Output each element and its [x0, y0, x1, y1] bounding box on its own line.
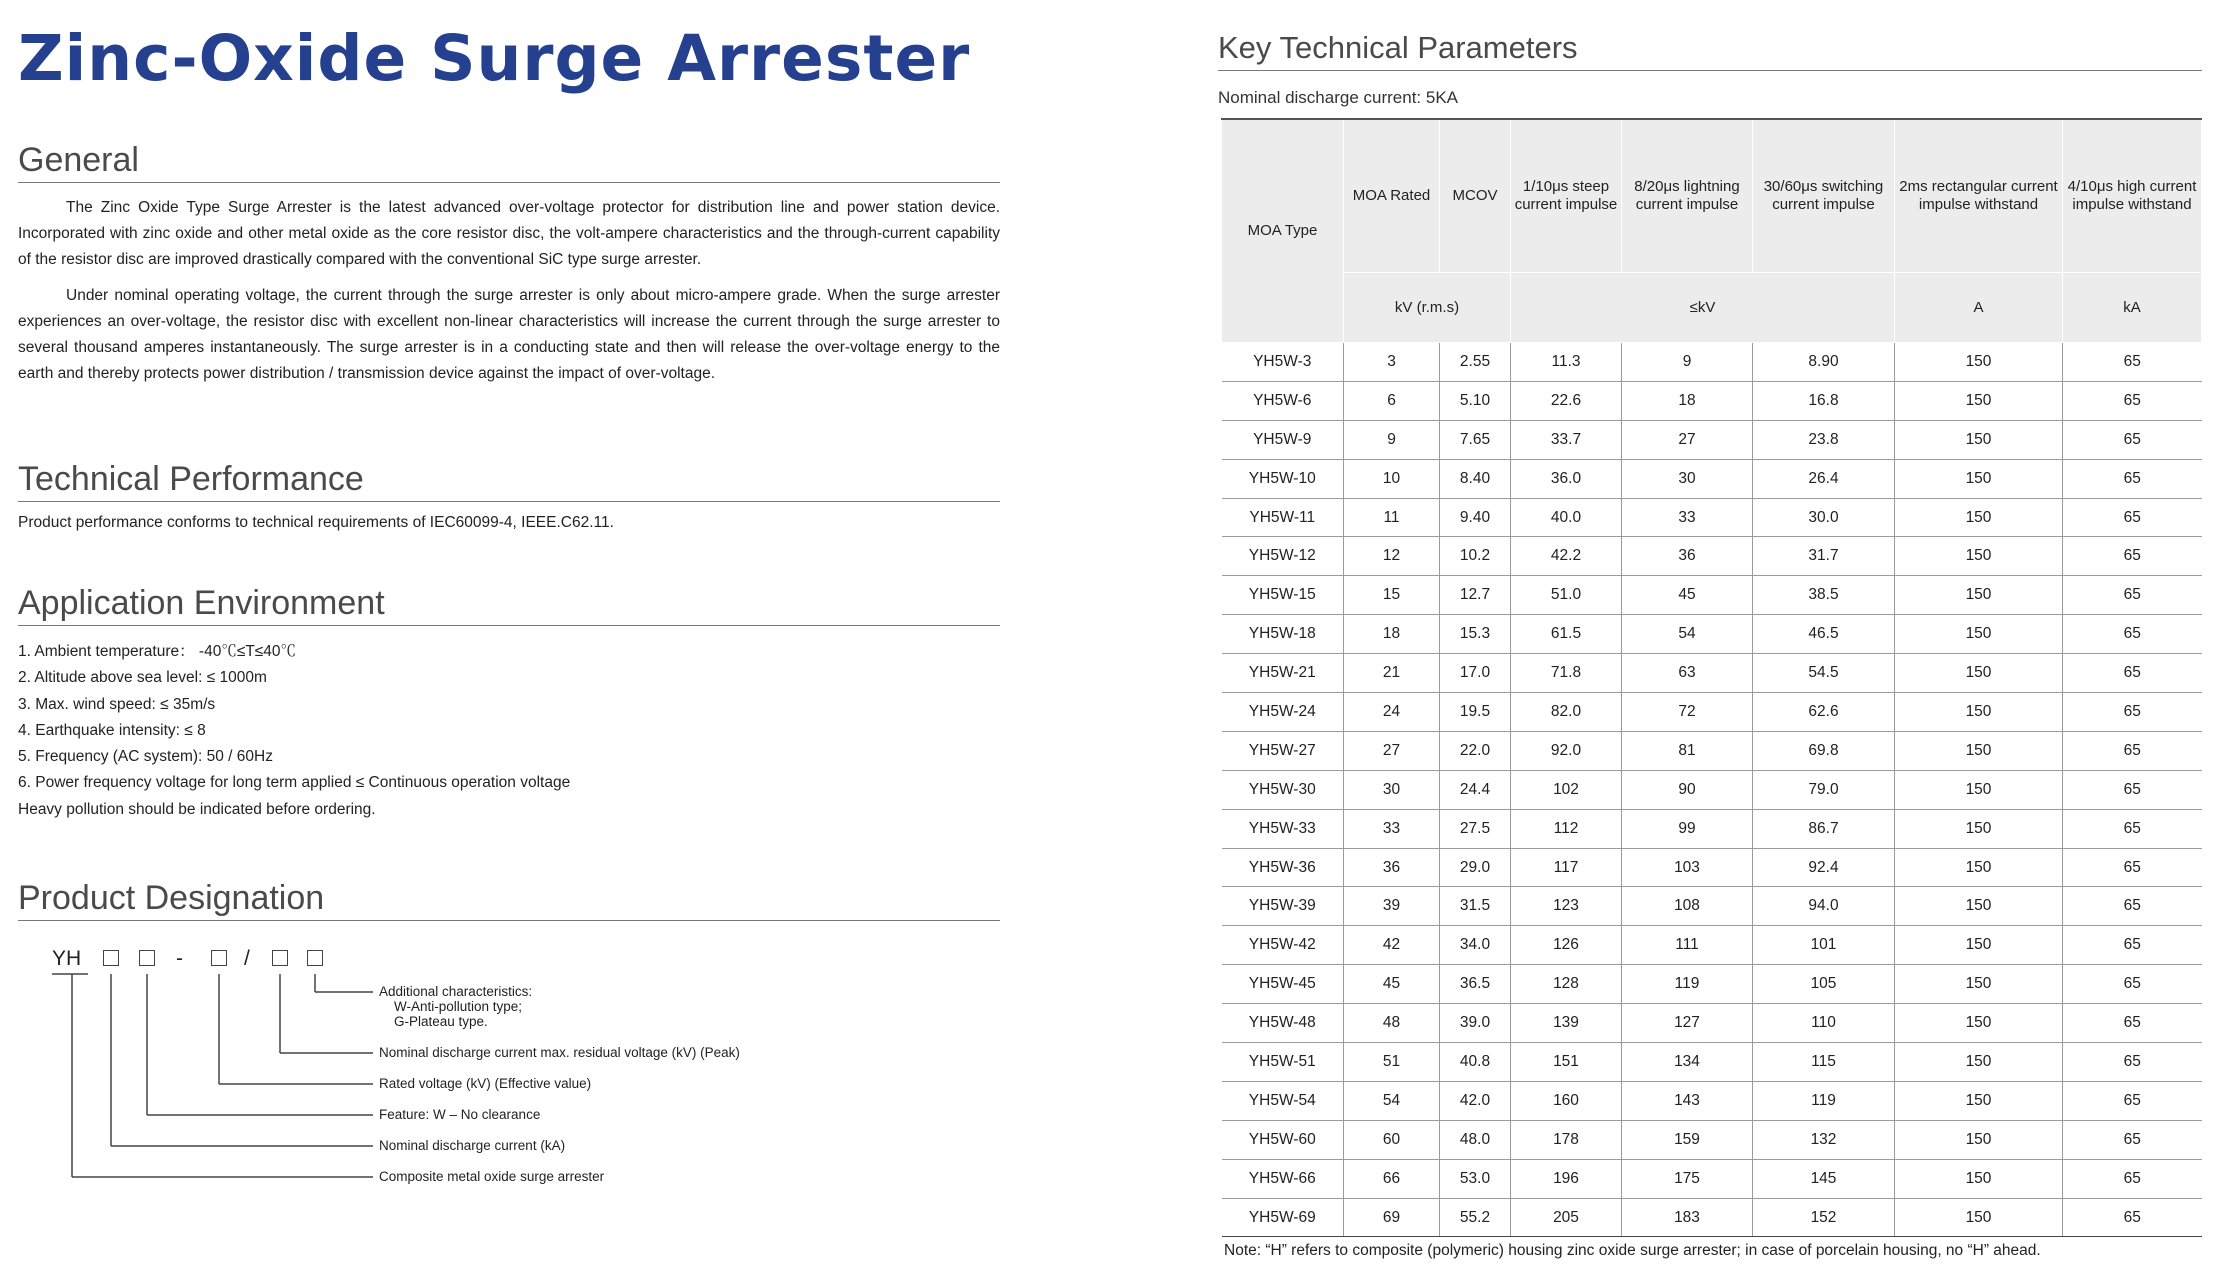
- table-cell: 62.6: [1753, 693, 1895, 732]
- table-cell: 94.0: [1753, 887, 1895, 926]
- table-cell: YH5W-42: [1222, 926, 1344, 965]
- table-cell: 36: [1622, 537, 1753, 576]
- table-cell: 11.3: [1511, 343, 1622, 382]
- environment-item: 6. Power frequency voltage for long term applied ≤ Continuous operation voltage: [18, 774, 571, 792]
- table-row: [1222, 420, 2202, 459]
- label-additional-g: G-Plateau type.: [394, 1014, 488, 1029]
- table-row: [1222, 770, 2202, 809]
- table-cell: 54.5: [1753, 654, 1895, 693]
- header-moa-rated: MOA Rated: [1344, 119, 1440, 273]
- table-cell: 2.55: [1440, 343, 1511, 382]
- table-cell: 54: [1622, 615, 1753, 654]
- parameters-heading: Key Technical Parameters: [1218, 28, 2202, 71]
- table-cell: 110: [1753, 1004, 1895, 1043]
- header-lightning: 8/20μs lightning current impulse: [1622, 119, 1753, 273]
- table-cell: 126: [1511, 926, 1622, 965]
- table-cell: 150: [1895, 809, 2063, 848]
- table-cell: 27.5: [1440, 809, 1511, 848]
- page-title: Zinc-Oxide Surge Arrester: [18, 22, 971, 95]
- table-cell: 15.3: [1440, 615, 1511, 654]
- table-cell: 48.0: [1440, 1120, 1511, 1159]
- table-cell: 150: [1895, 1004, 2063, 1043]
- table-cell: 18: [1622, 381, 1753, 420]
- table-cell: 99: [1622, 809, 1753, 848]
- table-cell: 46.5: [1753, 615, 1895, 654]
- table-cell: 117: [1511, 848, 1622, 887]
- table-row: [1222, 809, 2202, 848]
- header-switching: 30/60μs switching current impulse: [1753, 119, 1895, 273]
- table-row: [1222, 965, 2202, 1004]
- label-rated: Rated voltage (kV) (Effective value): [379, 1076, 592, 1091]
- table-cell: 105: [1753, 965, 1895, 1004]
- table-cell: 30: [1622, 459, 1753, 498]
- parameters-table-body: [1222, 343, 2202, 1237]
- table-cell: 92.4: [1753, 848, 1895, 887]
- table-cell: 33.7: [1511, 420, 1622, 459]
- table-cell: 82.0: [1511, 693, 1622, 732]
- table-cell: 9: [1344, 420, 1440, 459]
- table-cell: 183: [1622, 1198, 1753, 1237]
- table-cell: 65: [2063, 459, 2202, 498]
- table-cell: 8.40: [1440, 459, 1511, 498]
- table-cell: 150: [1895, 459, 2063, 498]
- general-paragraph-2: Under nominal operating voltage, the current through the surge arrester is only about micro-ampere grade. When the surge arrester experiences an over-voltage, the resistor disc with excellent non-linear characteristics will increase the current through the surge arrester to several thousand amperes instantaneously. The surge arrester is in a conducting state and then will release the over-voltage energy to the earth and thereby protects power distribution / transmission device against the impact of over-voltage.: [18, 287, 1000, 382]
- environment-item: 4. Earthquake intensity: ≤ 8: [18, 721, 206, 739]
- table-cell: YH5W-12: [1222, 537, 1344, 576]
- table-cell: 65: [2063, 809, 2202, 848]
- table-cell: 108: [1622, 887, 1753, 926]
- table-cell: 101: [1753, 926, 1895, 965]
- table-cell: YH5W-30: [1222, 770, 1344, 809]
- parameters-subtitle: Nominal discharge current: 5KA: [1218, 88, 1459, 107]
- table-cell: 86.7: [1753, 809, 1895, 848]
- table-cell: 27: [1344, 731, 1440, 770]
- table-row: [1222, 693, 2202, 732]
- table-cell: 111: [1622, 926, 1753, 965]
- table-cell: 51.0: [1511, 576, 1622, 615]
- table-row: [1222, 1120, 2202, 1159]
- table-cell: 65: [2063, 1198, 2202, 1237]
- table-cell: YH5W-9: [1222, 420, 1344, 459]
- table-cell: 12: [1344, 537, 1440, 576]
- table-cell: YH5W-3: [1222, 343, 1344, 382]
- label-composite: Composite metal oxide surge arrester: [379, 1169, 605, 1184]
- table-cell: YH5W-18: [1222, 615, 1344, 654]
- table-cell: 7.65: [1440, 420, 1511, 459]
- table-cell: 196: [1511, 1159, 1622, 1198]
- table-cell: YH5W-66: [1222, 1159, 1344, 1198]
- table-cell: 10.2: [1440, 537, 1511, 576]
- table-row: [1222, 576, 2202, 615]
- general-paragraph-1: The Zinc Oxide Type Surge Arrester is the latest advanced over-voltage protector for distribution line and power station device. Incorporated with zinc oxide and other metal oxide as the core resistor disc, the volt-ampere characteristics and the through-current capability of the resistor disc are improved drastically compared with the conventional SiC type surge arrester.: [18, 199, 1000, 268]
- header-high-current: 4/10μs high current impulse withstand: [2063, 119, 2202, 273]
- table-cell: 128: [1511, 965, 1622, 1004]
- table-cell: 150: [1895, 926, 2063, 965]
- table-cell: 72: [1622, 693, 1753, 732]
- table-cell: 81: [1622, 731, 1753, 770]
- table-cell: YH5W-48: [1222, 1004, 1344, 1043]
- table-cell: 150: [1895, 731, 2063, 770]
- designation-box-residual: [272, 950, 288, 966]
- table-cell: 65: [2063, 654, 2202, 693]
- table-cell: 65: [2063, 887, 2202, 926]
- table-cell: 51: [1344, 1043, 1440, 1082]
- table-cell: 55.2: [1440, 1198, 1511, 1237]
- environment-list: [18, 639, 570, 823]
- table-cell: 69: [1344, 1198, 1440, 1237]
- table-cell: 61.5: [1511, 615, 1622, 654]
- table-cell: 23.8: [1753, 420, 1895, 459]
- table-cell: 48: [1344, 1004, 1440, 1043]
- table-cell: 150: [1895, 693, 2063, 732]
- environment-item: 5. Frequency (AC system): 50 / 60Hz: [18, 748, 273, 766]
- table-cell: 8.90: [1753, 343, 1895, 382]
- table-cell: YH5W-10: [1222, 459, 1344, 498]
- table-cell: YH5W-6: [1222, 381, 1344, 420]
- designation-box-feature: [139, 950, 155, 966]
- table-cell: 65: [2063, 498, 2202, 537]
- table-cell: 38.5: [1753, 576, 1895, 615]
- table-cell: 39: [1344, 887, 1440, 926]
- table-note: Note: “H” refers to composite (polymeric) housing zinc oxide surge arrester; in case of porcelain housing, no “H” ahead.: [1224, 1242, 2041, 1259]
- table-cell: 29.0: [1440, 848, 1511, 887]
- table-cell: 36: [1344, 848, 1440, 887]
- table-cell: YH5W-21: [1222, 654, 1344, 693]
- table-cell: 36.0: [1511, 459, 1622, 498]
- table-cell: YH5W-45: [1222, 965, 1344, 1004]
- designation-dash: -: [176, 947, 183, 970]
- table-cell: 92.0: [1511, 731, 1622, 770]
- table-cell: 30.0: [1753, 498, 1895, 537]
- parameters-table: [1221, 118, 2202, 1237]
- table-cell: YH5W-54: [1222, 1081, 1344, 1120]
- table-cell: 65: [2063, 770, 2202, 809]
- table-cell: 27: [1622, 420, 1753, 459]
- table-cell: YH5W-69: [1222, 1198, 1344, 1237]
- table-cell: 150: [1895, 1043, 2063, 1082]
- label-additional-title: Additional characteristics:: [379, 984, 533, 999]
- label-discharge: Nominal discharge current (kA): [379, 1138, 566, 1153]
- table-cell: 54: [1344, 1081, 1440, 1120]
- table-cell: 42: [1344, 926, 1440, 965]
- label-additional-w: W-Anti-pollution type;: [394, 999, 523, 1014]
- table-row: [1222, 1198, 2202, 1237]
- table-cell: 66: [1344, 1159, 1440, 1198]
- table-cell: 26.4: [1753, 459, 1895, 498]
- table-cell: 205: [1511, 1198, 1622, 1237]
- table-cell: 65: [2063, 576, 2202, 615]
- designation-heading: Product Designation: [18, 878, 1000, 921]
- table-row: [1222, 1043, 2202, 1082]
- table-cell: YH5W-11: [1222, 498, 1344, 537]
- table-cell: 65: [2063, 615, 2202, 654]
- designation-diagram: [18, 930, 1000, 1190]
- table-cell: 65: [2063, 343, 2202, 382]
- table-cell: 139: [1511, 1004, 1622, 1043]
- table-row: [1222, 1004, 2202, 1043]
- table-cell: YH5W-24: [1222, 693, 1344, 732]
- table-cell: 150: [1895, 1081, 2063, 1120]
- designation-prefix: YH: [52, 947, 82, 970]
- header-rectangular: 2ms rectangular current impulse withstand: [1895, 119, 2063, 273]
- table-cell: 150: [1895, 848, 2063, 887]
- table-cell: 150: [1895, 1120, 2063, 1159]
- table-cell: 150: [1895, 537, 2063, 576]
- header-unit-a: A: [1895, 273, 2063, 343]
- table-cell: 65: [2063, 926, 2202, 965]
- table-cell: YH5W-51: [1222, 1043, 1344, 1082]
- environment-item: Heavy pollution should be indicated before ordering.: [18, 800, 376, 818]
- table-row: [1222, 1159, 2202, 1198]
- table-cell: 65: [2063, 420, 2202, 459]
- table-cell: 33: [1344, 809, 1440, 848]
- table-cell: YH5W-33: [1222, 809, 1344, 848]
- table-row: [1222, 1081, 2202, 1120]
- table-cell: 9.40: [1440, 498, 1511, 537]
- table-cell: 178: [1511, 1120, 1622, 1159]
- table-cell: YH5W-15: [1222, 576, 1344, 615]
- table-cell: 151: [1511, 1043, 1622, 1082]
- table-cell: 16.8: [1753, 381, 1895, 420]
- table-cell: 79.0: [1753, 770, 1895, 809]
- table-cell: YH5W-36: [1222, 848, 1344, 887]
- table-cell: 119: [1622, 965, 1753, 1004]
- table-cell: 40.0: [1511, 498, 1622, 537]
- table-cell: 65: [2063, 1043, 2202, 1082]
- table-cell: 143: [1622, 1081, 1753, 1120]
- environment-heading: Application Environment: [18, 583, 1000, 626]
- table-row: [1222, 537, 2202, 576]
- table-cell: 150: [1895, 654, 2063, 693]
- table-cell: 150: [1895, 1198, 2063, 1237]
- table-row: [1222, 381, 2202, 420]
- table-cell: YH5W-27: [1222, 731, 1344, 770]
- table-cell: 103: [1622, 848, 1753, 887]
- table-cell: 21: [1344, 654, 1440, 693]
- table-cell: 45: [1344, 965, 1440, 1004]
- table-cell: 112: [1511, 809, 1622, 848]
- performance-heading: Technical Performance: [18, 459, 1000, 502]
- designation-slash: /: [244, 947, 250, 970]
- table-cell: 65: [2063, 1120, 2202, 1159]
- table-cell: 150: [1895, 965, 2063, 1004]
- table-cell: 10: [1344, 459, 1440, 498]
- designation-box-additional: [307, 950, 323, 966]
- header-unit-ka: kA: [2063, 273, 2202, 343]
- table-cell: 150: [1895, 1159, 2063, 1198]
- environment-item: 1. Ambient temperature： -40℃≤T≤40℃: [18, 643, 297, 660]
- table-cell: 90: [1622, 770, 1753, 809]
- table-cell: 65: [2063, 731, 2202, 770]
- environment-item: 3. Max. wind speed: ≤ 35m/s: [18, 695, 216, 713]
- table-cell: 30: [1344, 770, 1440, 809]
- table-cell: 31.5: [1440, 887, 1511, 926]
- table-cell: 3: [1344, 343, 1440, 382]
- table-cell: 71.8: [1511, 654, 1622, 693]
- table-cell: 152: [1753, 1198, 1895, 1237]
- label-residual: Nominal discharge current max. residual voltage (kV) (Peak): [379, 1045, 740, 1060]
- table-cell: 53.0: [1440, 1159, 1511, 1198]
- table-cell: 9: [1622, 343, 1753, 382]
- table-cell: 150: [1895, 343, 2063, 382]
- table-cell: 24.4: [1440, 770, 1511, 809]
- table-cell: 69.8: [1753, 731, 1895, 770]
- table-cell: 5.10: [1440, 381, 1511, 420]
- label-feature: Feature: W – No clearance: [379, 1107, 541, 1122]
- table-row: [1222, 343, 2202, 382]
- table-cell: 175: [1622, 1159, 1753, 1198]
- table-cell: 36.5: [1440, 965, 1511, 1004]
- table-row: [1222, 926, 2202, 965]
- table-row: [1222, 887, 2202, 926]
- performance-text: Product performance conforms to technical requirements of IEC60099-4, IEEE.C62.11.: [18, 514, 614, 531]
- table-row: [1222, 848, 2202, 887]
- table-cell: 24: [1344, 693, 1440, 732]
- table-cell: 65: [2063, 1159, 2202, 1198]
- table-cell: 159: [1622, 1120, 1753, 1159]
- table-cell: 63: [1622, 654, 1753, 693]
- table-cell: 60: [1344, 1120, 1440, 1159]
- table-cell: 6: [1344, 381, 1440, 420]
- table-cell: 65: [2063, 965, 2202, 1004]
- table-cell: 132: [1753, 1120, 1895, 1159]
- header-unit-peak: ≤kV: [1511, 273, 1895, 343]
- table-cell: 22.6: [1511, 381, 1622, 420]
- table-cell: 12.7: [1440, 576, 1511, 615]
- designation-box-discharge: [103, 950, 119, 966]
- environment-item: 2. Altitude above sea level: ≤ 1000m: [18, 669, 267, 687]
- table-cell: 145: [1753, 1159, 1895, 1198]
- header-steep: 1/10μs steep current impulse: [1511, 119, 1622, 273]
- header-unit-kv: kV (r.m.s): [1344, 273, 1511, 343]
- table-cell: 115: [1753, 1043, 1895, 1082]
- table-cell: 150: [1895, 615, 2063, 654]
- table-cell: 31.7: [1753, 537, 1895, 576]
- general-heading: General: [18, 140, 1000, 183]
- header-mcov: MCOV: [1440, 119, 1511, 273]
- table-cell: 127: [1622, 1004, 1753, 1043]
- table-cell: 119: [1753, 1081, 1895, 1120]
- table-cell: 65: [2063, 1004, 2202, 1043]
- table-cell: 17.0: [1440, 654, 1511, 693]
- table-cell: 150: [1895, 381, 2063, 420]
- table-row: [1222, 654, 2202, 693]
- table-cell: YH5W-39: [1222, 887, 1344, 926]
- table-cell: 150: [1895, 887, 2063, 926]
- table-cell: 65: [2063, 1081, 2202, 1120]
- table-cell: 11: [1344, 498, 1440, 537]
- table-cell: 65: [2063, 381, 2202, 420]
- table-cell: 33: [1622, 498, 1753, 537]
- table-cell: 65: [2063, 848, 2202, 887]
- table-cell: 40.8: [1440, 1043, 1511, 1082]
- table-cell: 150: [1895, 420, 2063, 459]
- table-cell: 42.2: [1511, 537, 1622, 576]
- table-cell: 134: [1622, 1043, 1753, 1082]
- table-cell: 22.0: [1440, 731, 1511, 770]
- table-row: [1222, 498, 2202, 537]
- table-cell: 123: [1511, 887, 1622, 926]
- table-cell: 34.0: [1440, 926, 1511, 965]
- table-row: [1222, 731, 2202, 770]
- table-cell: 150: [1895, 770, 2063, 809]
- table-cell: YH5W-60: [1222, 1120, 1344, 1159]
- table-cell: 39.0: [1440, 1004, 1511, 1043]
- table-cell: 65: [2063, 537, 2202, 576]
- table-cell: 65: [2063, 693, 2202, 732]
- table-cell: 102: [1511, 770, 1622, 809]
- table-cell: 160: [1511, 1081, 1622, 1120]
- table-cell: 15: [1344, 576, 1440, 615]
- table-cell: 18: [1344, 615, 1440, 654]
- table-cell: 150: [1895, 576, 2063, 615]
- table-cell: 42.0: [1440, 1081, 1511, 1120]
- header-moa-type: MOA Type: [1222, 119, 1344, 343]
- table-row: [1222, 615, 2202, 654]
- table-row: [1222, 459, 2202, 498]
- table-cell: 45: [1622, 576, 1753, 615]
- table-cell: 150: [1895, 498, 2063, 537]
- designation-box-rated: [211, 950, 227, 966]
- table-cell: 19.5: [1440, 693, 1511, 732]
